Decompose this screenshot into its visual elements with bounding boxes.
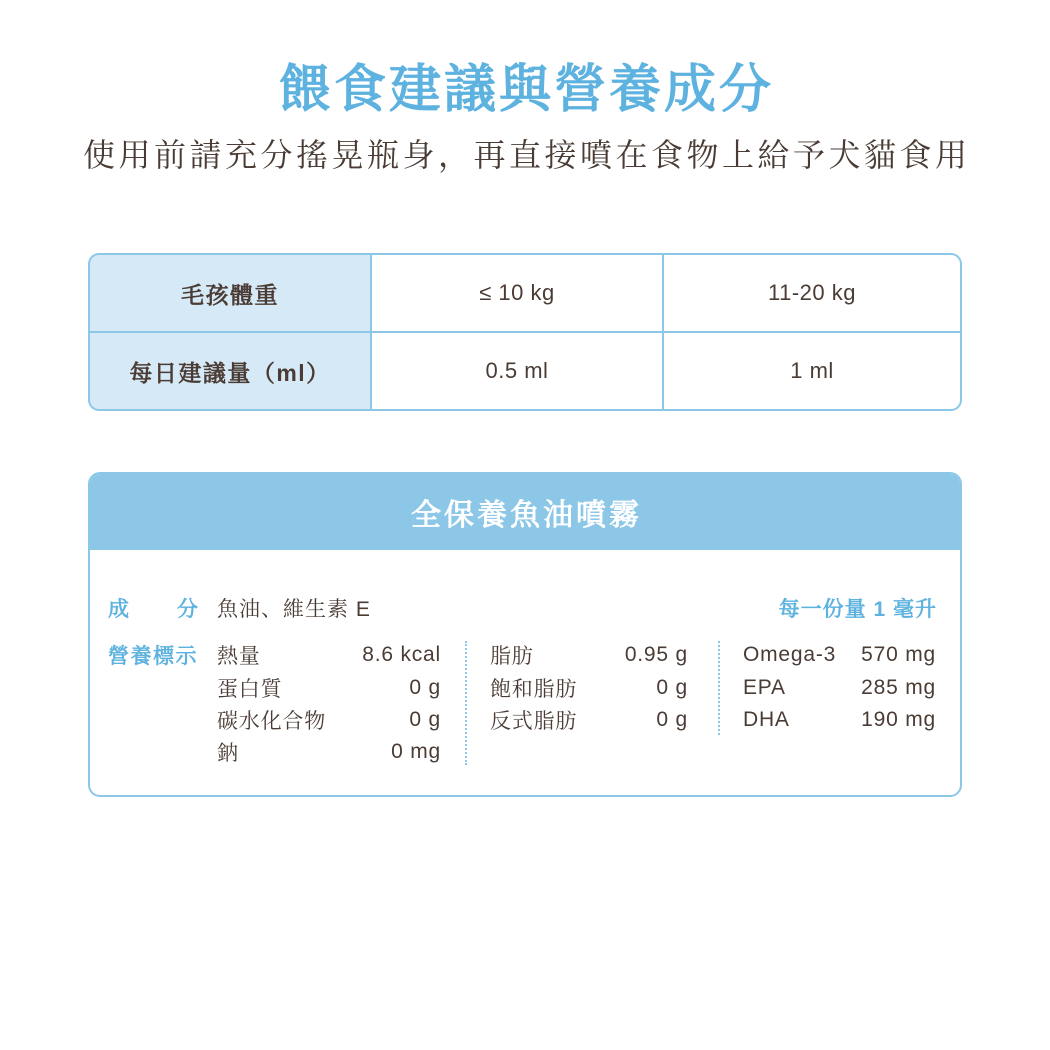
product-name-header: 全保養魚油噴霧 [90, 474, 960, 550]
nutrition-column-3 [743, 639, 936, 736]
nutrient-name: Omega-3 [743, 643, 837, 667]
weight-value-cell: ≤ 10 kg [372, 255, 662, 331]
nutrient-value: 0.95 g [624, 643, 688, 667]
nutrient-value: 0 g [656, 675, 688, 699]
column-separator [718, 641, 720, 735]
nutrition-row [217, 639, 441, 671]
ingredients-label [108, 592, 198, 624]
nutrition-row [217, 671, 441, 703]
nutrient-name: 脂肪 [490, 645, 534, 669]
nutrition-row [490, 671, 688, 703]
nutrition-row [217, 704, 441, 736]
daily-amount-value-cell: 1 ml [664, 333, 960, 409]
nutrition-column-2 [490, 639, 688, 736]
column-separator [465, 641, 467, 765]
weight-value-cell: 11-20 kg [664, 255, 960, 331]
ingredients-label-char: 分 [177, 598, 198, 621]
nutrient-value: 570 mg [861, 643, 936, 667]
nutrient-value: 8.6 kcal [362, 643, 441, 667]
daily-amount-header-cell: 每日建議量（ml） [90, 333, 370, 409]
nutrient-name: 熱量 [217, 645, 261, 669]
nutrition-row [743, 639, 936, 671]
nutrient-name: DHA [743, 707, 790, 731]
nutrient-name: 反式脂肪 [490, 709, 578, 733]
daily-amount-value-cell: 0.5 ml [372, 333, 662, 409]
weight-header-cell: 毛孩體重 [90, 255, 370, 331]
feeding-table [88, 253, 962, 411]
nutrient-value: 0 g [656, 707, 688, 731]
ingredients-text: 魚油、維生素 E [217, 598, 371, 621]
ingredients-label-char: 成 [108, 598, 129, 621]
nutrient-value: 0 mg [391, 740, 441, 764]
page-title: 餵食建議與營養成分 [278, 61, 774, 119]
nutrient-value: 0 g [409, 707, 441, 731]
serving-size: 每一份量 1 毫升 [778, 598, 937, 621]
nutrition-row [490, 639, 688, 671]
nutrient-value: 0 g [409, 675, 441, 699]
nutrient-value: 190 mg [861, 707, 936, 731]
nutrition-column-1 [217, 639, 441, 769]
nutrition-row [743, 704, 936, 736]
nutrient-name: 飽和脂肪 [490, 677, 578, 701]
nutrition-row [490, 704, 688, 736]
nutrition-row [743, 671, 936, 703]
nutrient-value: 285 mg [861, 675, 936, 699]
nutrition-row [217, 736, 441, 768]
nutrition-label: 營養標示 [108, 645, 198, 669]
nutrient-name: 鈉 [217, 742, 239, 766]
page-subtitle: 使用前請充分搖晃瓶身，再直接噴在食物上給予犬貓食用 [82, 137, 971, 173]
nutrient-name: EPA [743, 675, 786, 699]
product-card [88, 472, 962, 797]
nutrient-name: 碳水化合物 [217, 709, 326, 733]
nutrient-name: 蛋白質 [217, 677, 283, 701]
